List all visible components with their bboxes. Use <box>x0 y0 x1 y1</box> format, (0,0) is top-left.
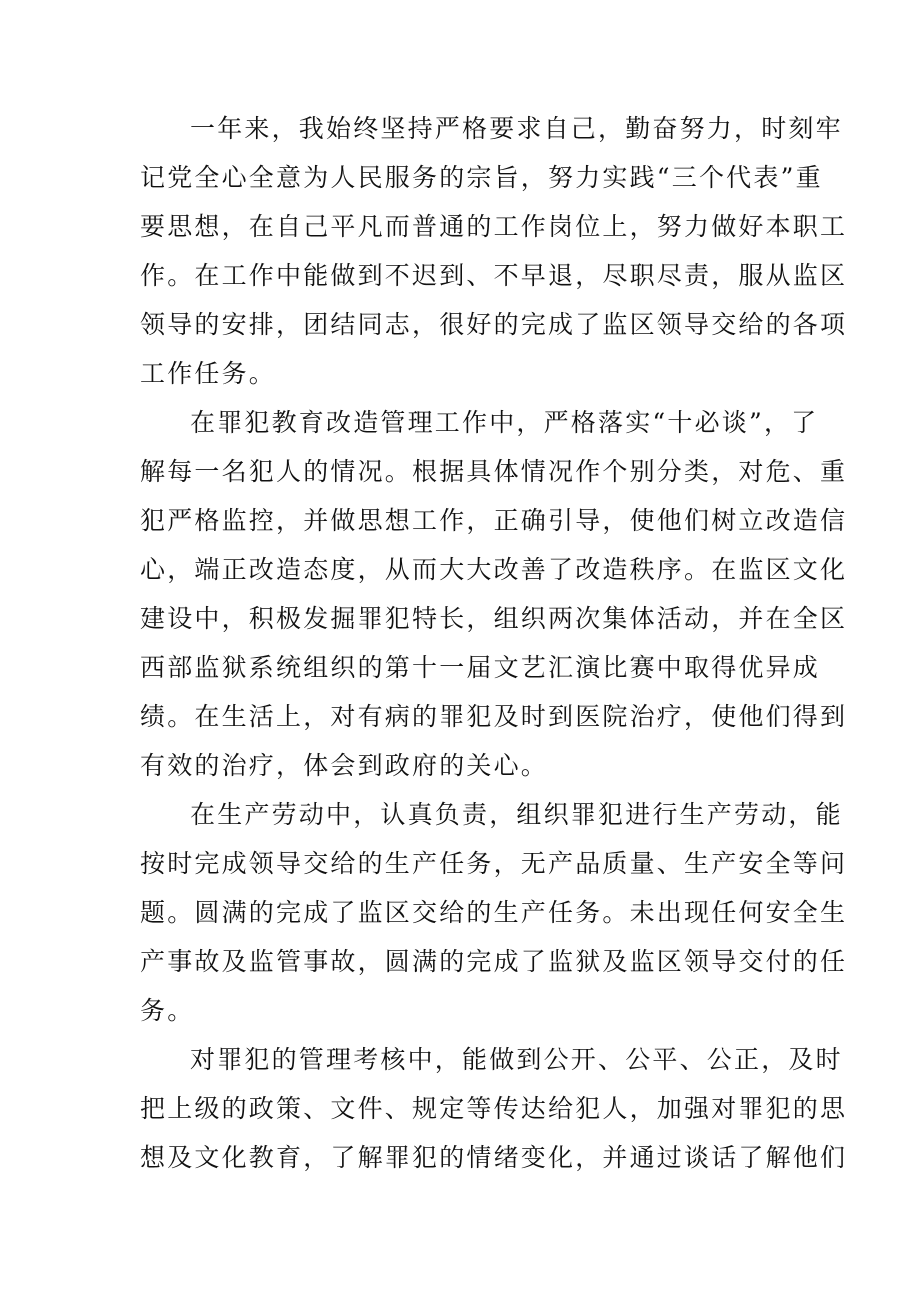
text-line: 建设中，积极发掘罪犯特长，组织两次集体活动，并在全区 <box>140 604 848 633</box>
paragraph-2 <box>140 398 848 790</box>
paragraph-1 <box>140 104 848 398</box>
text-line: 犯严格监控，并做思想工作，正确引导，使他们树立改造信 <box>140 506 848 535</box>
text-line: 记党全心全意为人民服务的宗旨，努力实践“三个代表”重 <box>140 163 823 192</box>
text-line: 题。圆满的完成了监区交给的生产任务。未出现任何安全生 <box>140 898 848 927</box>
text-line: 一年来，我始终坚持严格要求自己，勤奋努力，时刻牢 <box>190 114 843 143</box>
text-line: 绩。在生活上，对有病的罪犯及时到医院治疗，使他们得到 <box>140 702 848 731</box>
paragraph-4 <box>140 1035 848 1182</box>
text-line: 产事故及监管事故，圆满的完成了监狱及监区领导交付的任 <box>140 947 848 976</box>
text-line: 有效的治疗，体会到政府的关心。 <box>140 751 549 780</box>
text-line: 作。在工作中能做到不迟到、不早退，尽职尽责，服从监区 <box>140 261 848 290</box>
text-line: 西部监狱系统组织的第十一届文艺汇演比赛中取得优异成 <box>140 653 821 682</box>
text-line: 务。 <box>140 996 195 1025</box>
text-line: 工作任务。 <box>140 359 277 388</box>
text-line: 领导的安排，团结同志，很好的完成了监区领导交给的各项 <box>140 310 848 339</box>
text-line: 心，端正改造态度，从而大大改善了改造秩序。在监区文化 <box>140 555 848 584</box>
text-line: 在罪犯教育改造管理工作中，严格落实“十必谈”，了 <box>190 408 819 437</box>
text-line: 在生产劳动中，认真负责，组织罪犯进行生产劳动，能 <box>190 800 843 829</box>
text-line: 把上级的政策、文件、规定等传达给犯人，加强对罪犯的思 <box>140 1094 848 1123</box>
text-line: 要思想，在自己平凡而普通的工作岗位上，努力做好本职工 <box>140 212 848 241</box>
text-line: 对罪犯的管理考核中，能做到公开、公平、公正，及时 <box>190 1045 843 1074</box>
text-line: 想及文化教育，了解罪犯的情绪变化，并通过谈话了解他们 <box>140 1143 848 1172</box>
text-line: 按时完成领导交给的生产任务，无产品质量、生产安全等问 <box>140 849 848 878</box>
text-line: 解每一名犯人的情况。根据具体情况作个别分类，对危、重 <box>140 457 848 486</box>
document-body <box>140 104 848 1182</box>
paragraph-3 <box>140 790 848 1035</box>
